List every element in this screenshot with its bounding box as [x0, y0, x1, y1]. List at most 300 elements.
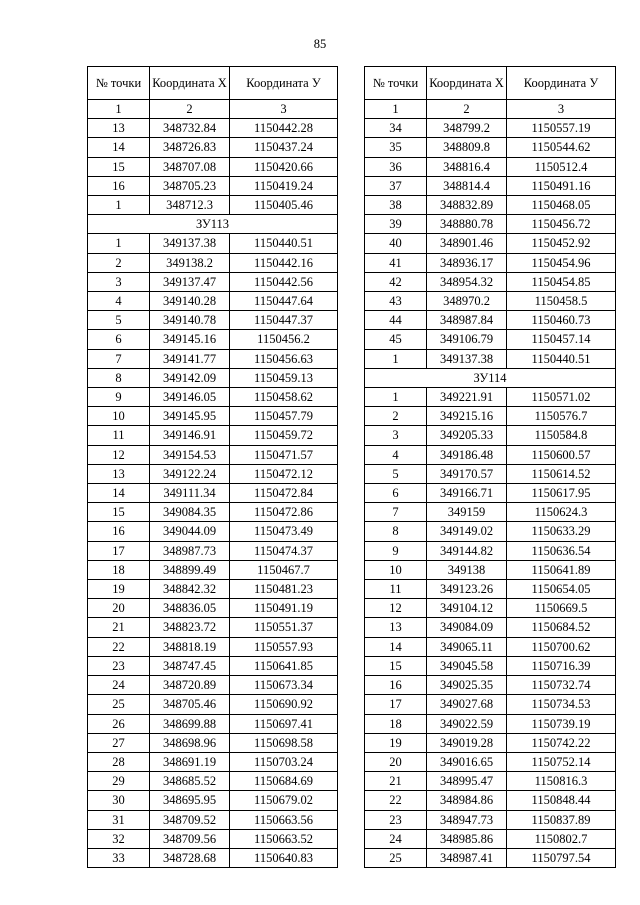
cell-point-number: 4: [365, 445, 427, 464]
cell-coordinate-x: 349170.57: [427, 464, 507, 483]
cell-point-number: 1: [88, 234, 150, 253]
cell-coordinate-x: 349084.09: [427, 618, 507, 637]
cell-coordinate-x: 349149.02: [427, 522, 507, 541]
cell-point-number: 5: [365, 464, 427, 483]
cell-coordinate-y: 1150557.93: [230, 637, 338, 656]
cell-coordinate-x: 349044.09: [150, 522, 230, 541]
cell-point-number: 16: [365, 676, 427, 695]
cell-coordinate-y: 1150440.51: [507, 349, 616, 368]
cell-point-number: 10: [365, 560, 427, 579]
cell-coordinate-y: 1150468.05: [507, 196, 616, 215]
cell-point-number: 19: [88, 580, 150, 599]
cell-point-number: 1: [365, 349, 427, 368]
cell-coordinate-y: 1150447.37: [230, 311, 338, 330]
cell-coordinate-y: 1150472.86: [230, 503, 338, 522]
cell-coordinate-y: 1150459.13: [230, 368, 338, 387]
header-point-number: № точки: [365, 67, 427, 100]
cell-coordinate-y: 1150544.62: [507, 138, 616, 157]
cell-coordinate-y: 1150456.2: [230, 330, 338, 349]
table-row: [365, 138, 616, 157]
cell-point-number: 20: [365, 752, 427, 771]
cell-coordinate-x: 349205.33: [427, 426, 507, 445]
cell-coordinate-y: 1150454.96: [507, 253, 616, 272]
table-row: [365, 311, 616, 330]
table-row: [365, 253, 616, 272]
cell-coordinate-x: 349159: [427, 503, 507, 522]
cell-coordinate-y: 1150700.62: [507, 637, 616, 656]
header-coordinate-y: Координата У: [230, 67, 338, 100]
cell-coordinate-y: 1150481.23: [230, 580, 338, 599]
cell-point-number: 13: [88, 119, 150, 138]
cell-coordinate-y: 1150491.16: [507, 176, 616, 195]
cell-coordinate-y: 1150473.49: [230, 522, 338, 541]
cell-coordinate-y: 1150716.39: [507, 656, 616, 675]
cell-coordinate-y: 1150405.46: [230, 196, 338, 215]
table-row: [365, 215, 616, 234]
cell-coordinate-x: 349137.38: [150, 234, 230, 253]
cell-coordinate-y: 1150474.37: [230, 541, 338, 560]
cell-point-number: 39: [365, 215, 427, 234]
table-row: [88, 503, 338, 522]
cell-coordinate-x: 349144.82: [427, 541, 507, 560]
cell-coordinate-x: 349166.71: [427, 484, 507, 503]
cell-point-number: 8: [88, 368, 150, 387]
cell-coordinate-x: 348732.84: [150, 119, 230, 138]
table-row: [365, 848, 616, 867]
cell-coordinate-y: 1150663.56: [230, 810, 338, 829]
cell-coordinate-y: 1150419.24: [230, 176, 338, 195]
cell-coordinate-x: 348747.45: [150, 656, 230, 675]
table-row: [365, 445, 616, 464]
table-row: [365, 676, 616, 695]
cell-coordinate-y: 1150600.57: [507, 445, 616, 464]
table-row: [365, 637, 616, 656]
table-row: [88, 292, 338, 311]
cell-coordinate-x: 348709.56: [150, 829, 230, 848]
cell-coordinate-x: 349141.77: [150, 349, 230, 368]
cell-coordinate-x: 348707.08: [150, 157, 230, 176]
coordinates-table-left: [87, 66, 338, 868]
table-row: [88, 618, 338, 637]
cell-coordinate-y: 1150614.52: [507, 464, 616, 483]
cell-coordinate-y: 1150684.69: [230, 772, 338, 791]
cell-coordinate-x: 348987.84: [427, 311, 507, 330]
table-row: [88, 656, 338, 675]
cell-point-number: 15: [88, 157, 150, 176]
cell-coordinate-x: 349084.35: [150, 503, 230, 522]
cell-point-number: 11: [88, 426, 150, 445]
cell-point-number: 40: [365, 234, 427, 253]
cell-coordinate-x: 349045.58: [427, 656, 507, 675]
cell-coordinate-x: 348695.95: [150, 791, 230, 810]
cell-coordinate-x: 348726.83: [150, 138, 230, 157]
cell-coordinate-x: 349221.91: [427, 388, 507, 407]
cell-coordinate-y: 1150734.53: [507, 695, 616, 714]
table-row: [365, 541, 616, 560]
table-row: [365, 580, 616, 599]
cell-point-number: 3: [365, 426, 427, 445]
cell-point-number: 22: [365, 791, 427, 810]
cell-point-number: 25: [365, 848, 427, 867]
cell-coordinate-x: 349137.47: [150, 272, 230, 291]
cell-coordinate-y: 1150460.73: [507, 311, 616, 330]
cell-point-number: 9: [88, 388, 150, 407]
table-row: [88, 637, 338, 656]
table-row: [365, 157, 616, 176]
table-row: [88, 733, 338, 752]
cell-coordinate-x: 348832.89: [427, 196, 507, 215]
cell-point-number: 13: [365, 618, 427, 637]
cell-coordinate-x: 348691.19: [150, 752, 230, 771]
table-row: [88, 714, 338, 733]
cell-coordinate-x: 348936.17: [427, 253, 507, 272]
section-row: [365, 368, 616, 387]
cell-coordinate-y: 1150557.19: [507, 119, 616, 138]
cell-coordinate-x: 349186.48: [427, 445, 507, 464]
table-row: [88, 234, 338, 253]
cell-coordinate-y: 1150837.89: [507, 810, 616, 829]
table-row: [88, 311, 338, 330]
cell-coordinate-x: 349142.09: [150, 368, 230, 387]
cell-coordinate-y: 1150467.7: [230, 560, 338, 579]
header-coordinate-x: Координата Х: [150, 67, 230, 100]
table-row: [88, 810, 338, 829]
cell-point-number: 2: [365, 407, 427, 426]
cell-coordinate-x: 348880.78: [427, 215, 507, 234]
cell-coordinate-x: 348836.05: [150, 599, 230, 618]
cell-coordinate-x: 349122.24: [150, 464, 230, 483]
table-row: [365, 330, 616, 349]
cell-coordinate-x: 348816.4: [427, 157, 507, 176]
cell-coordinate-x: 348809.8: [427, 138, 507, 157]
cell-coordinate-x: 348705.46: [150, 695, 230, 714]
cell-point-number: 13: [88, 464, 150, 483]
cell-point-number: 24: [88, 676, 150, 695]
cell-point-number: 7: [88, 349, 150, 368]
header-column-number: 1: [365, 100, 427, 119]
table-row: [365, 714, 616, 733]
cell-point-number: 44: [365, 311, 427, 330]
cell-coordinate-y: 1150690.92: [230, 695, 338, 714]
table-row: [365, 522, 616, 541]
cell-coordinate-y: 1150458.5: [507, 292, 616, 311]
cell-coordinate-x: 349146.91: [150, 426, 230, 445]
cell-coordinate-x: 349123.26: [427, 580, 507, 599]
cell-point-number: 35: [365, 138, 427, 157]
cell-coordinate-y: 1150684.52: [507, 618, 616, 637]
cell-point-number: 12: [88, 445, 150, 464]
cell-coordinate-x: 349145.16: [150, 330, 230, 349]
cell-coordinate-x: 348685.52: [150, 772, 230, 791]
cell-coordinate-x: 348947.73: [427, 810, 507, 829]
cell-coordinate-y: 1150456.72: [507, 215, 616, 234]
header-column-number: 3: [230, 100, 338, 119]
cell-coordinate-x: 349106.79: [427, 330, 507, 349]
section-title: ЗУ113: [88, 215, 338, 234]
cell-coordinate-y: 1150472.12: [230, 464, 338, 483]
cell-coordinate-y: 1150617.95: [507, 484, 616, 503]
cell-coordinate-x: 348985.86: [427, 829, 507, 848]
table-row: [365, 656, 616, 675]
cell-coordinate-x: 348698.96: [150, 733, 230, 752]
table-row: [88, 272, 338, 291]
table-row: [88, 330, 338, 349]
table-row: [365, 829, 616, 848]
table-row: [88, 388, 338, 407]
cell-point-number: 14: [365, 637, 427, 656]
cell-coordinate-y: 1150442.56: [230, 272, 338, 291]
cell-point-number: 6: [88, 330, 150, 349]
cell-coordinate-x: 348901.46: [427, 234, 507, 253]
header-column-number: 3: [507, 100, 616, 119]
cell-point-number: 20: [88, 599, 150, 618]
cell-coordinate-x: 349025.35: [427, 676, 507, 695]
cell-point-number: 16: [88, 522, 150, 541]
cell-coordinate-y: 1150491.19: [230, 599, 338, 618]
cell-coordinate-y: 1150641.85: [230, 656, 338, 675]
cell-coordinate-y: 1150703.24: [230, 752, 338, 771]
cell-point-number: 12: [365, 599, 427, 618]
table-row: [88, 599, 338, 618]
table-row: [88, 752, 338, 771]
cell-coordinate-y: 1150512.4: [507, 157, 616, 176]
cell-coordinate-y: 1150576.7: [507, 407, 616, 426]
table-row: [365, 196, 616, 215]
cell-coordinate-x: 348970.2: [427, 292, 507, 311]
cell-point-number: 11: [365, 580, 427, 599]
table-row: [365, 176, 616, 195]
cell-coordinate-x: 348842.32: [150, 580, 230, 599]
table-row: [88, 541, 338, 560]
cell-point-number: 27: [88, 733, 150, 752]
cell-coordinate-y: 1150663.52: [230, 829, 338, 848]
cell-coordinate-x: 349140.28: [150, 292, 230, 311]
cell-coordinate-y: 1150848.44: [507, 791, 616, 810]
cell-point-number: 31: [88, 810, 150, 829]
cell-point-number: 33: [88, 848, 150, 867]
cell-coordinate-x: 348799.2: [427, 119, 507, 138]
cell-coordinate-y: 1150571.02: [507, 388, 616, 407]
cell-point-number: 23: [88, 656, 150, 675]
cell-point-number: 25: [88, 695, 150, 714]
cell-coordinate-x: 348709.52: [150, 810, 230, 829]
cell-coordinate-y: 1150457.79: [230, 407, 338, 426]
table-row: [365, 772, 616, 791]
cell-coordinate-x: 348712.3: [150, 196, 230, 215]
table-row: [365, 234, 616, 253]
table-row: [88, 119, 338, 138]
header-column-number: 2: [150, 100, 230, 119]
cell-point-number: 37: [365, 176, 427, 195]
table-row: [88, 349, 338, 368]
cell-coordinate-x: 348814.4: [427, 176, 507, 195]
cell-point-number: 16: [88, 176, 150, 195]
cell-coordinate-x: 348728.68: [150, 848, 230, 867]
table-row: [88, 791, 338, 810]
cell-point-number: 22: [88, 637, 150, 656]
cell-point-number: 18: [88, 560, 150, 579]
table-row: [88, 368, 338, 387]
table-row: [88, 580, 338, 599]
table-row: [365, 791, 616, 810]
cell-coordinate-y: 1150742.22: [507, 733, 616, 752]
cell-coordinate-x: 348699.88: [150, 714, 230, 733]
cell-coordinate-y: 1150636.54: [507, 541, 616, 560]
cell-point-number: 34: [365, 119, 427, 138]
table-row: [88, 196, 338, 215]
cell-coordinate-y: 1150447.64: [230, 292, 338, 311]
table-row: [88, 848, 338, 867]
cell-point-number: 30: [88, 791, 150, 810]
table-row: [88, 772, 338, 791]
table-row: [88, 560, 338, 579]
table-row: [88, 138, 338, 157]
table-row: [88, 407, 338, 426]
table-row: [365, 733, 616, 752]
cell-point-number: 32: [88, 829, 150, 848]
cell-point-number: 23: [365, 810, 427, 829]
cell-point-number: 28: [88, 752, 150, 771]
cell-coordinate-x: 349154.53: [150, 445, 230, 464]
cell-coordinate-x: 348987.41: [427, 848, 507, 867]
header-coordinate-x: Координата Х: [427, 67, 507, 100]
table-row: [88, 522, 338, 541]
table-row: [365, 752, 616, 771]
cell-point-number: 38: [365, 196, 427, 215]
cell-point-number: 8: [365, 522, 427, 541]
table-row: [88, 253, 338, 272]
table-row: [365, 272, 616, 291]
cell-coordinate-y: 1150420.66: [230, 157, 338, 176]
cell-point-number: 10: [88, 407, 150, 426]
cell-point-number: 41: [365, 253, 427, 272]
table-row: [365, 407, 616, 426]
table-row: [365, 484, 616, 503]
cell-coordinate-x: 349022.59: [427, 714, 507, 733]
cell-point-number: 21: [365, 772, 427, 791]
cell-point-number: 14: [88, 484, 150, 503]
cell-coordinate-y: 1150551.37: [230, 618, 338, 637]
cell-coordinate-x: 348899.49: [150, 560, 230, 579]
cell-coordinate-x: 348705.23: [150, 176, 230, 195]
cell-coordinate-y: 1150679.02: [230, 791, 338, 810]
cell-point-number: 45: [365, 330, 427, 349]
table-row: [365, 618, 616, 637]
cell-point-number: 15: [365, 656, 427, 675]
table-row: [365, 119, 616, 138]
cell-point-number: 4: [88, 292, 150, 311]
cell-point-number: 6: [365, 484, 427, 503]
cell-coordinate-y: 1150458.62: [230, 388, 338, 407]
table-row: [365, 503, 616, 522]
cell-point-number: 2: [88, 253, 150, 272]
cell-coordinate-x: 349111.34: [150, 484, 230, 503]
table-row: [365, 292, 616, 311]
cell-coordinate-y: 1150797.54: [507, 848, 616, 867]
cell-coordinate-y: 1150673.34: [230, 676, 338, 695]
cell-coordinate-x: 348984.86: [427, 791, 507, 810]
cell-point-number: 42: [365, 272, 427, 291]
table-row: [365, 695, 616, 714]
table-row: [365, 426, 616, 445]
section-title: ЗУ114: [365, 368, 616, 387]
cell-point-number: 1: [365, 388, 427, 407]
cell-coordinate-x: 349027.68: [427, 695, 507, 714]
cell-coordinate-x: 349215.16: [427, 407, 507, 426]
header-column-number: 1: [88, 100, 150, 119]
cell-point-number: 21: [88, 618, 150, 637]
cell-coordinate-y: 1150640.83: [230, 848, 338, 867]
cell-point-number: 5: [88, 311, 150, 330]
table-row: [88, 484, 338, 503]
cell-coordinate-x: 349146.05: [150, 388, 230, 407]
cell-coordinate-y: 1150816.3: [507, 772, 616, 791]
cell-point-number: 1: [88, 196, 150, 215]
header-point-number: № точки: [88, 67, 150, 100]
cell-coordinate-x: 348720.89: [150, 676, 230, 695]
table-row: [88, 445, 338, 464]
cell-coordinate-x: 349138.2: [150, 253, 230, 272]
cell-coordinate-x: 348823.72: [150, 618, 230, 637]
cell-coordinate-x: 349137.38: [427, 349, 507, 368]
table-row: [88, 426, 338, 445]
cell-coordinate-x: 349065.11: [427, 637, 507, 656]
table-row: [88, 676, 338, 695]
cell-coordinate-y: 1150440.51: [230, 234, 338, 253]
cell-coordinate-x: 348818.19: [150, 637, 230, 656]
cell-point-number: 18: [365, 714, 427, 733]
coordinates-table-right: [364, 66, 616, 868]
cell-point-number: 24: [365, 829, 427, 848]
cell-coordinate-x: 349104.12: [427, 599, 507, 618]
cell-point-number: 17: [88, 541, 150, 560]
cell-coordinate-y: 1150584.8: [507, 426, 616, 445]
cell-coordinate-y: 1150752.14: [507, 752, 616, 771]
table-row: [365, 349, 616, 368]
cell-coordinate-y: 1150459.72: [230, 426, 338, 445]
cell-coordinate-x: 349138: [427, 560, 507, 579]
cell-coordinate-x: 349016.65: [427, 752, 507, 771]
cell-point-number: 9: [365, 541, 427, 560]
cell-coordinate-y: 1150442.16: [230, 253, 338, 272]
table-row: [88, 176, 338, 195]
cell-coordinate-x: 348954.32: [427, 272, 507, 291]
cell-coordinate-y: 1150698.58: [230, 733, 338, 752]
table-row: [365, 810, 616, 829]
section-row: [88, 215, 338, 234]
cell-coordinate-y: 1150669.5: [507, 599, 616, 618]
table-row: [88, 829, 338, 848]
cell-coordinate-y: 1150739.19: [507, 714, 616, 733]
cell-coordinate-y: 1150633.29: [507, 522, 616, 541]
cell-point-number: 15: [88, 503, 150, 522]
cell-point-number: 29: [88, 772, 150, 791]
cell-coordinate-y: 1150624.3: [507, 503, 616, 522]
cell-coordinate-y: 1150697.41: [230, 714, 338, 733]
cell-point-number: 36: [365, 157, 427, 176]
cell-coordinate-y: 1150471.57: [230, 445, 338, 464]
table-row: [88, 157, 338, 176]
cell-coordinate-y: 1150654.05: [507, 580, 616, 599]
cell-coordinate-y: 1150437.24: [230, 138, 338, 157]
table-row: [365, 388, 616, 407]
header-coordinate-y: Координата У: [507, 67, 616, 100]
cell-coordinate-y: 1150641.89: [507, 560, 616, 579]
cell-coordinate-y: 1150457.14: [507, 330, 616, 349]
table-row: [365, 560, 616, 579]
table-row: [88, 695, 338, 714]
cell-coordinate-y: 1150442.28: [230, 119, 338, 138]
